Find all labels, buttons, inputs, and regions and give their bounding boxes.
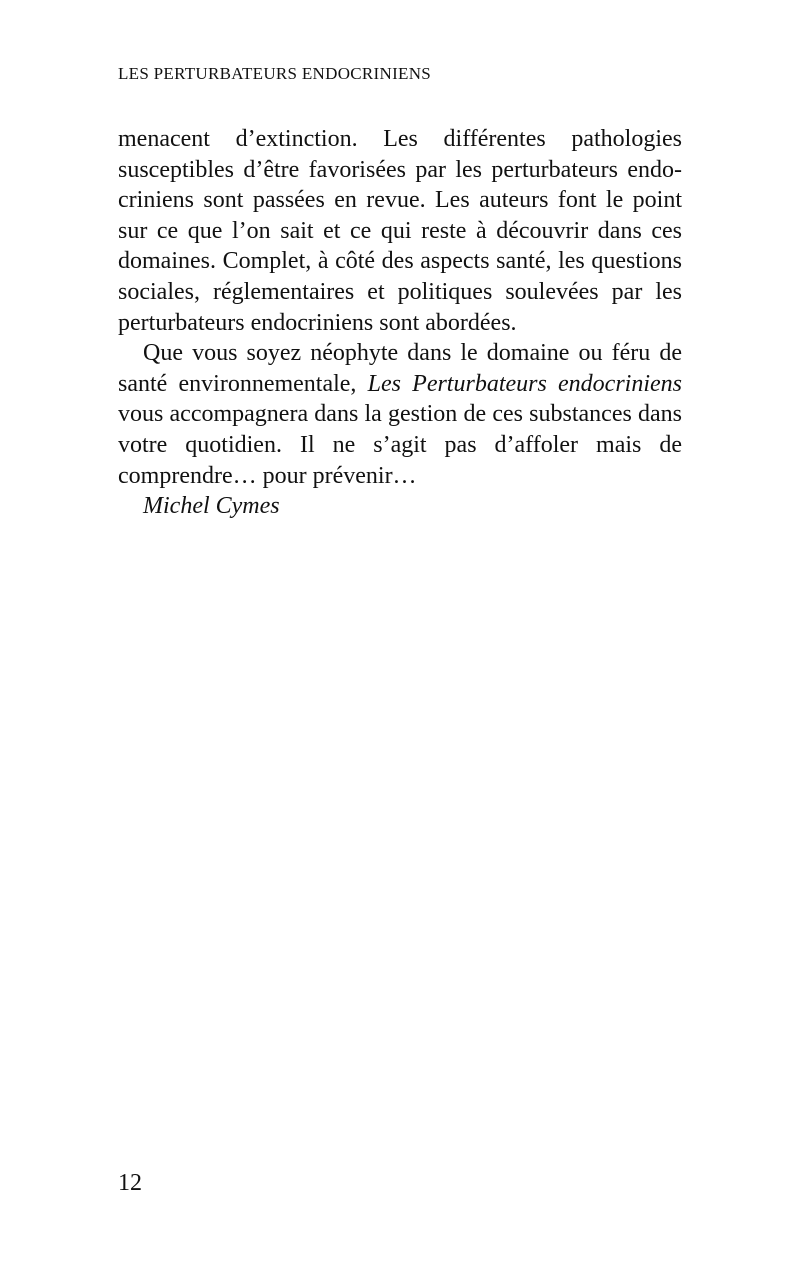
running-header: LES PERTURBATEURS ENDOCRINIENS — [118, 64, 432, 83]
page-number: 12 — [118, 1170, 142, 1196]
author-signature: Michel Cymes — [143, 493, 280, 520]
book-title: Les Perturbateurs endocriniens — [367, 370, 682, 397]
paragraph-2-text-start: Que vous soyez néophyte dans le domaine ou féru de santé environnementale, — [118, 340, 682, 397]
paragraph-2-text-end: vous accompagnera dans la gestion de ces substances dans votre quotidien. Il ne s’agit pas d’affoler mais de comprendre… pour prévenir… — [118, 401, 682, 489]
body-text — [118, 124, 682, 522]
paragraph-1: menacent d’extinction. Les différentes pathologies susceptibles d’être favorisées par les perturbateurs endocriniens sont passées en revue. Les auteurs font le point sur ce que l’on sait et ce qui reste à découvrir dans ces domaines. Complet, à côté des aspects santé, les questions sociales, réglementaires et politiques soulevées par les perturbateurs endocriniens sont abordées. — [118, 126, 682, 336]
paragraph-2 — [118, 338, 682, 491]
